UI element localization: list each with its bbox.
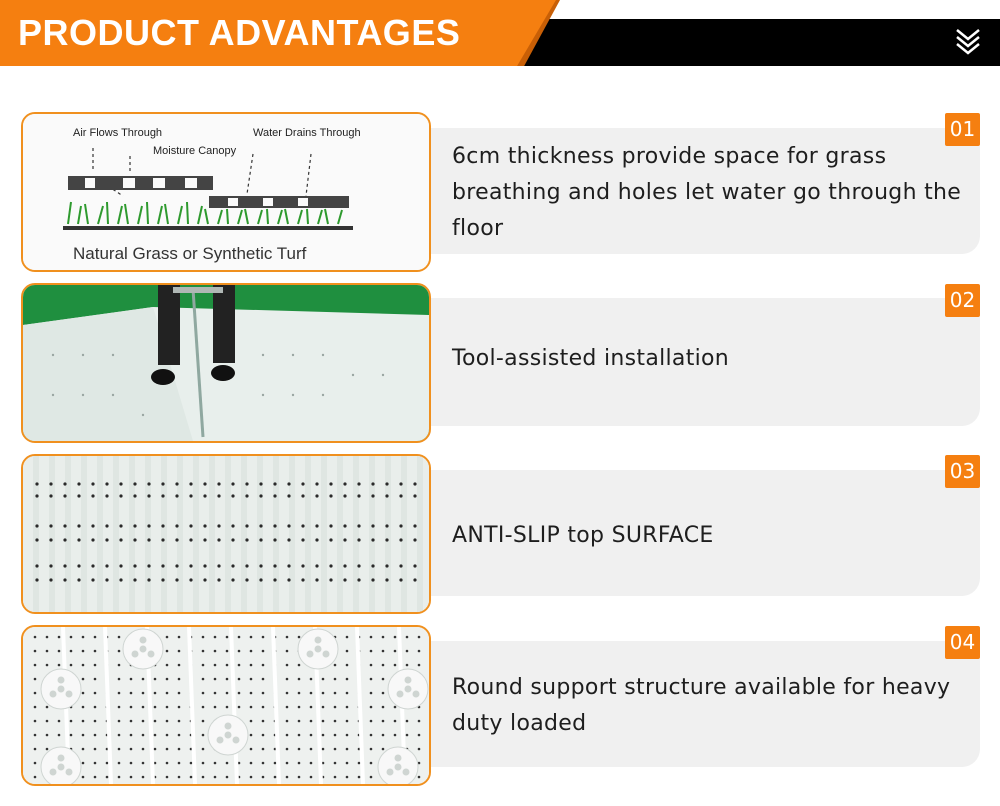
surface-photo [21,454,431,614]
water-drain-label: Water Drains Through [253,127,361,139]
moisture-label: Moisture Canopy [153,145,237,157]
installation-photo [21,283,431,443]
feature-number-badge: 03 [945,455,980,488]
feature-number-badge: 01 [945,113,980,146]
feature-number-badge: 02 [945,284,980,317]
feature-text: Round support structure available for heavy duty loaded [452,675,951,736]
page-title: PRODUCT ADVANTAGES [18,12,461,53]
feature-text: ANTI-SLIP top SURFACE [452,523,714,548]
diagram-caption: Natural Grass or Synthetic Turf [73,244,307,263]
page-header [0,0,1000,66]
double-chevron-down-icon [953,26,983,56]
feature-text: 6cm thickness provide space for grass breathing and holes let water go through the floor [452,144,962,241]
feature-text: Tool-assisted installation [452,346,730,371]
support-structure-photo [21,625,431,786]
drainage-diagram-image [21,112,431,272]
air-flow-label: Air Flows Through [73,127,163,139]
feature-number-badge: 04 [945,626,980,659]
